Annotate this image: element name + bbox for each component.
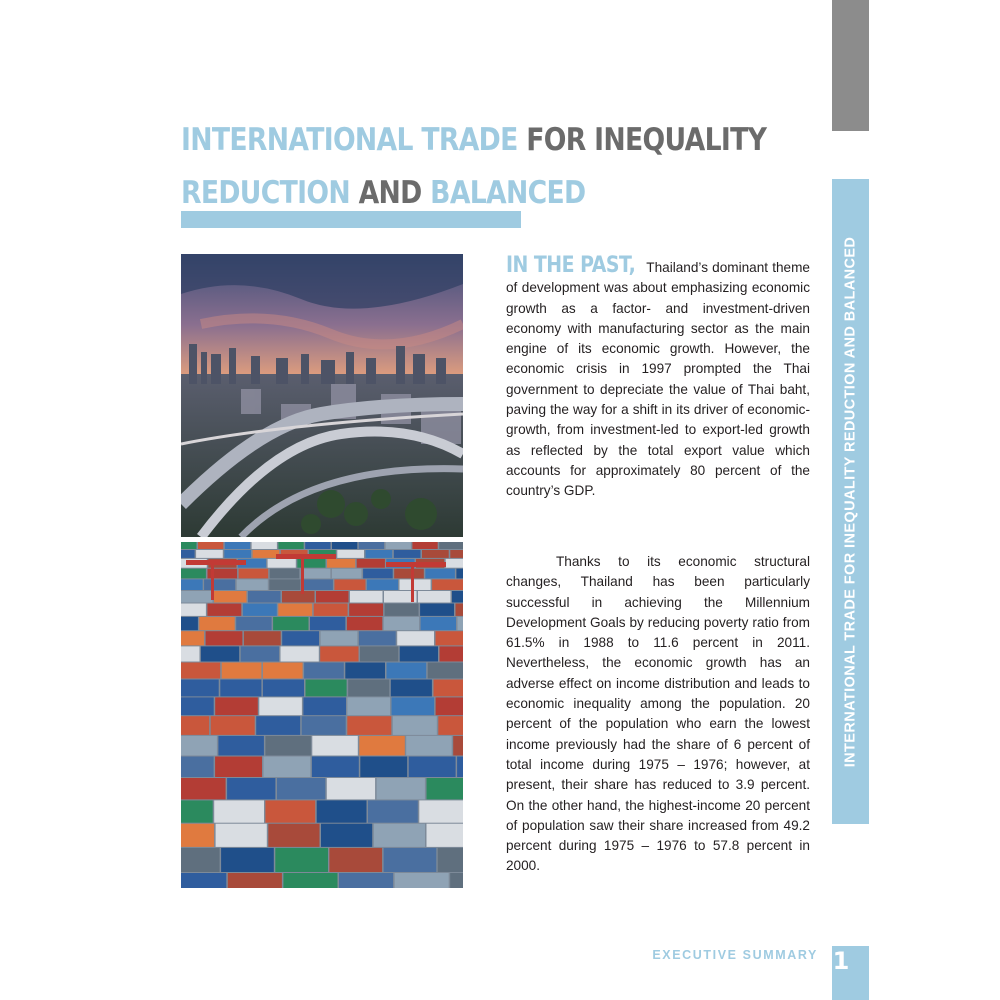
paragraph-1-lead: IN THE PAST, [506, 253, 636, 278]
side-chapter-label: INTERNATIONAL TRADE FOR INEQUALITY REDUCTION AND BALANCED [842, 236, 859, 767]
paragraph-1 [506, 253, 810, 502]
page-number: 1 [832, 947, 850, 975]
title-underline-bar [181, 211, 521, 228]
title-highlight-reduction: REDUCTION [181, 175, 350, 211]
title-for-inequality: FOR INEQUALITY [517, 122, 767, 158]
paragraph-1-text: Thailand’s dominant theme of development was about emphasizing economic growth as a factor- and investment-driven economy with manufacturing sector as the main engine of its economic growth. However, the economic crisis in 1997 prompted the Thai government to depreciate the value of Thai baht, paving the way for a shift in its driver of economic-growth, from investment-led to export-led growth as reflected by the total export value which accounts for approximately 80 percent of the country’s GDP. [506, 260, 810, 499]
side-chapter-label-wrap [832, 179, 869, 824]
page-title [181, 114, 767, 220]
title-and: AND [349, 175, 431, 211]
title-highlight-balanced: BALANCED [430, 175, 586, 211]
shipping-containers-photo [181, 542, 463, 888]
paragraph-2: Thanks to its economic structural changes, Thailand has been particularly successful in achieving the Millennium Development Goals by reducing poverty ratio from 61.5% in 1988 to 11.6 percent in 2011. Nevertheless, the economic growth has an adverse effect on income distribution and leads to economic inequality among the population. 20 percent of the population who earn the lowest income previously had the share of 6 percent of total income during 1975 – 1976; however, at present, their share has reduced to 3.9 percent. On the other hand, the highest-income 20 percent of population saw their share increased from 49.2 percent during 1975 – 1976 to 57.8 percent in 2000. [506, 554, 810, 874]
footer-section-label: EXECUTIVE SUMMARY [652, 948, 818, 962]
title-highlight-international-trade: INTERNATIONAL TRADE [181, 122, 518, 158]
city-highway-photo [181, 254, 463, 537]
title-line-1 [181, 114, 767, 167]
top-gray-tab [832, 0, 869, 131]
